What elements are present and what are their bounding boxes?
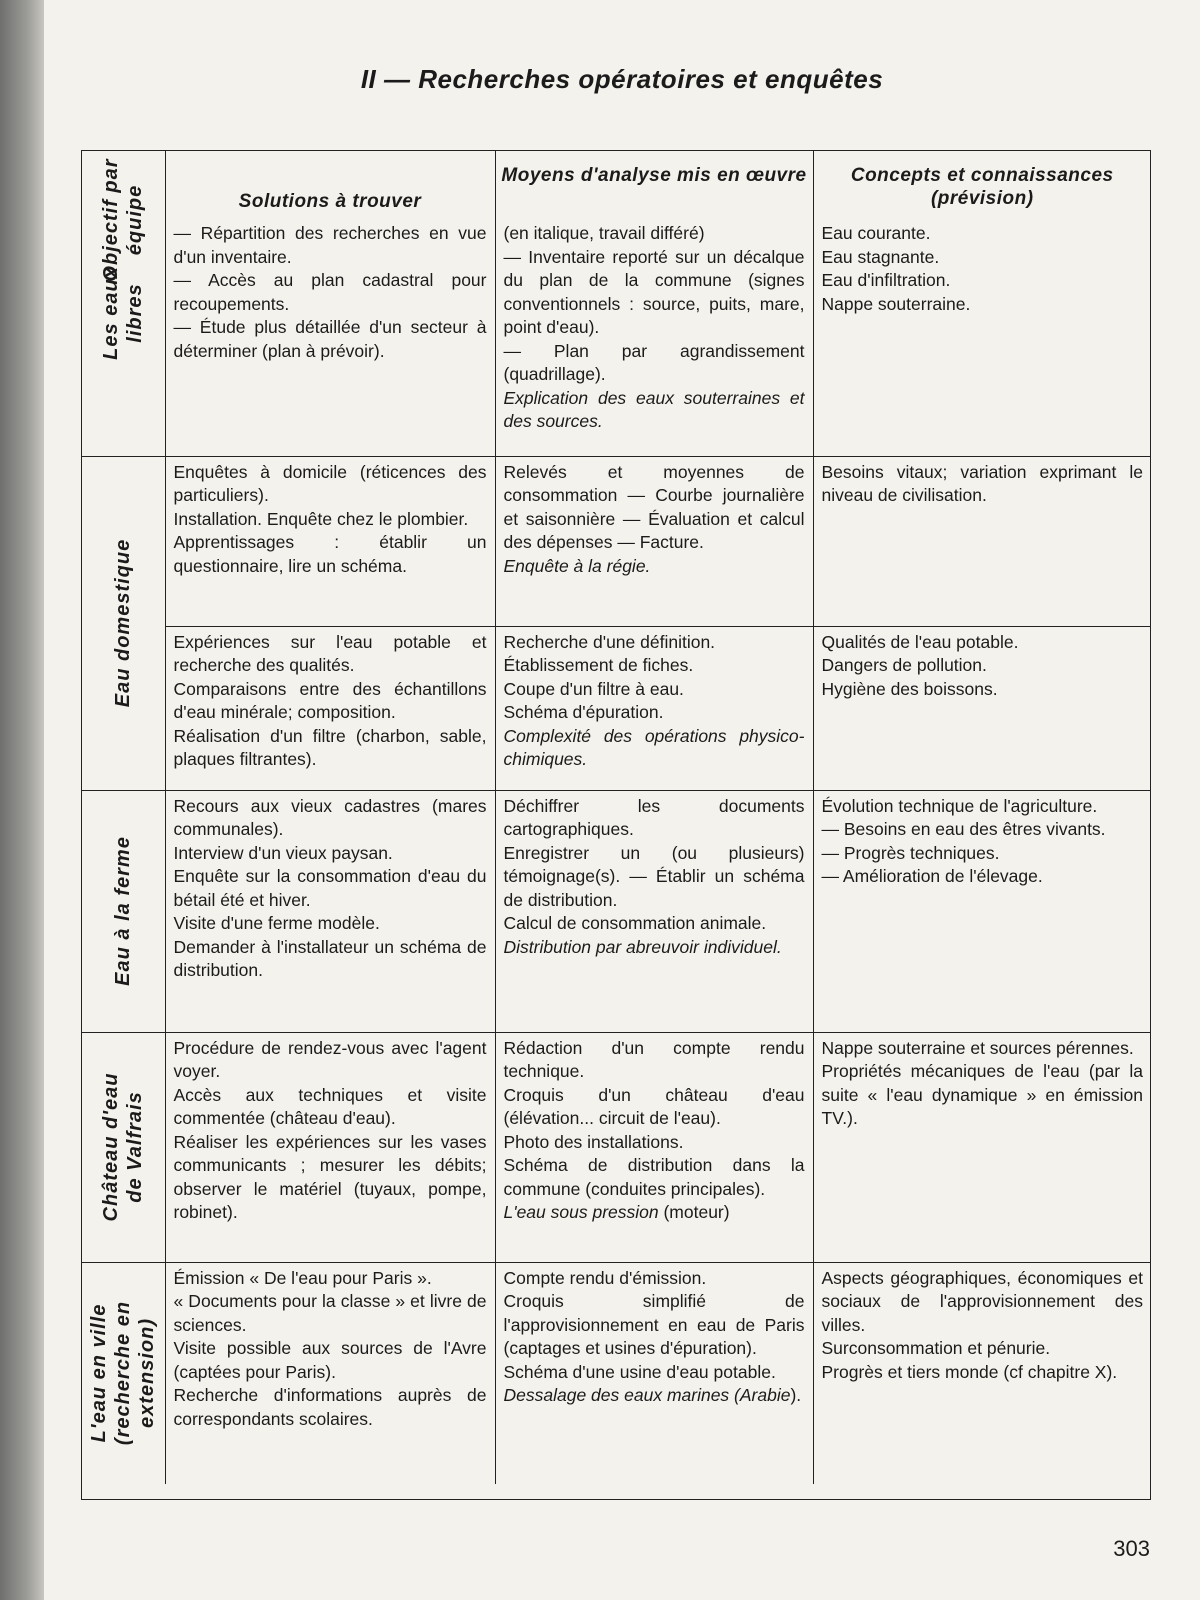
cell-line — [822, 1361, 1144, 1385]
cell-text: — Inventaire reporté sur un décalque du plan de la commune (signes conventionnels : source, puits, mare, point d'eau). — [503, 246, 805, 337]
cell-text: Hygiène des boissons. — [821, 678, 998, 699]
cell-line — [174, 725, 487, 772]
solutions-cell — [165, 218, 495, 456]
moyens-cell — [495, 1032, 813, 1262]
cell-text: Demander à l'installateur un schéma de distribution. — [173, 936, 487, 980]
cell-text: Schéma d'épuration. — [503, 702, 664, 722]
table-header-row — [81, 150, 1151, 218]
cell-line — [174, 842, 487, 866]
cell-line — [504, 1361, 805, 1385]
solutions-content — [166, 1033, 495, 1231]
cell-line — [504, 701, 805, 725]
row-label: Eau à la ferme — [111, 836, 134, 986]
cell-text: Eau d'infiltration. — [821, 270, 951, 290]
cell-text: Expériences sur l'eau potable et recherche des qualités. — [173, 631, 487, 675]
moyens-content — [496, 1033, 813, 1231]
research-table — [81, 150, 1151, 1484]
cell-text: Enregistrer un (ou plusieurs) témoignage(s). — Établir un schéma de distribution. — [503, 842, 805, 910]
cell-text: Compte rendu d'émission. — [503, 1267, 707, 1288]
cell-text: « Documents pour la classe » et livre de sciences. — [173, 1291, 487, 1335]
cell-line — [504, 340, 805, 387]
table-row — [81, 1262, 1151, 1484]
row-label-cell — [81, 1262, 165, 1484]
concepts-content — [814, 1263, 1152, 1391]
cell-line — [504, 1384, 805, 1408]
cell-line — [504, 387, 805, 434]
cell-line — [174, 1267, 487, 1291]
cell-line — [174, 508, 487, 532]
moyens-content — [496, 791, 813, 966]
cell-text: Eau stagnante. — [821, 246, 940, 267]
moyens-content — [496, 457, 813, 585]
cell-line — [822, 654, 1144, 678]
cell-line — [822, 842, 1144, 866]
cell-line — [174, 678, 487, 725]
cell-text: Schéma d'une usine d'eau potable. — [503, 1361, 776, 1382]
solutions-cell — [165, 1032, 495, 1262]
row-label: L'eau en ville (recherche en extension) — [87, 1301, 158, 1446]
cell-line — [504, 1154, 805, 1201]
cell-text: — Progrès techniques. — [821, 842, 1000, 863]
row-label: Les eaux libres — [99, 266, 146, 360]
solutions-content — [166, 457, 495, 585]
cell-line — [504, 1290, 805, 1361]
header-solutions: Solutions à trouver — [165, 150, 495, 218]
cell-line — [504, 842, 805, 913]
cell-line — [822, 1337, 1144, 1361]
cell-line — [504, 654, 805, 678]
cell-line — [174, 1384, 487, 1431]
cell-text: Évolution technique de l'agriculture. — [821, 795, 1098, 816]
cell-line — [822, 795, 1144, 819]
cell-line — [174, 1290, 487, 1337]
cell-text: Réaliser les expériences sur les vases communicants ; mesurer les débits; observer le matériel (tuyaux, pompe, robinet). — [173, 1131, 487, 1222]
cell-line — [174, 912, 487, 936]
cell-line — [822, 269, 1144, 293]
moyens-cell — [495, 626, 813, 790]
moyens-content — [496, 218, 813, 440]
concepts-content — [814, 218, 1152, 322]
cell-line — [822, 293, 1144, 317]
cell-line — [504, 725, 805, 772]
cell-text: Recherche d'une définition. — [503, 631, 716, 652]
cell-text: Recours aux vieux cadastres (mares communales). — [173, 795, 487, 839]
cell-text: Procédure de rendez-vous avec l'agent voyer. — [173, 1037, 487, 1081]
solutions-content — [166, 218, 495, 369]
cell-line — [504, 936, 805, 960]
solutions-content — [166, 791, 495, 989]
concepts-content — [814, 791, 1152, 895]
row-label: Château d'eau de Valfrais — [99, 1072, 146, 1222]
cell-text: Enquête sur la consommation d'eau du bétail été et hiver. — [173, 866, 487, 910]
cell-line — [822, 818, 1144, 842]
concepts-cell — [813, 790, 1151, 1032]
concepts-cell — [813, 1032, 1151, 1262]
solutions-content — [166, 1263, 495, 1438]
cell-text: Visite d'une ferme modèle. — [173, 913, 380, 933]
cell-line — [504, 1037, 805, 1084]
cell-text-mid: Arabie — [739, 1385, 791, 1405]
cell-text: Schéma de distribution dans la commune (conduites principales). — [503, 1155, 805, 1199]
cell-text: Établissement de fiches. — [503, 655, 694, 675]
cell-text: Apprentissages : établir un questionnaire, lire un schéma. — [173, 532, 487, 576]
cell-line — [174, 1084, 487, 1131]
cell-text: Comparaisons entre des échantillons d'eau minérale; composition. — [173, 678, 487, 722]
cell-line — [822, 678, 1144, 702]
header-objectif-label: Objectif par équipe — [99, 158, 146, 282]
cell-line — [504, 461, 805, 555]
cell-text: Accès aux techniques et visite commentée (château d'eau). — [173, 1084, 487, 1128]
table-row — [81, 218, 1151, 456]
cell-text: Complexité des opérations physico-chimiques. — [503, 725, 805, 769]
cell-text: Interview d'un vieux paysan. — [173, 842, 393, 863]
cell-text: Qualités de l'eau potable. — [821, 631, 1019, 652]
cell-line — [174, 222, 487, 269]
moyens-content — [496, 1263, 813, 1414]
concepts-cell — [813, 218, 1151, 456]
concepts-content — [814, 457, 1152, 514]
table-row — [81, 626, 1151, 790]
concepts-cell — [813, 626, 1151, 790]
cell-text: Installation. Enquête chez le plombier. — [173, 508, 469, 529]
cell-line — [504, 1201, 805, 1225]
cell-line — [174, 461, 487, 508]
cell-text: Surconsommation et pénurie. — [821, 1338, 1051, 1358]
cell-text: Recherche d'informations auprès de correspondants scolaires. — [173, 1385, 487, 1429]
moyens-cell — [495, 218, 813, 456]
cell-text: Croquis simplifié de l'approvisionnement en eau de Paris (captages et usines d'épuration). — [503, 1291, 805, 1358]
row-label-cell — [81, 456, 165, 790]
cell-line — [504, 555, 805, 579]
cell-text: Déchiffrer les documents cartographiques. — [503, 795, 805, 839]
cell-line — [504, 222, 805, 246]
cell-text-after: ). — [790, 1385, 802, 1405]
header-moyens: Moyens d'analyse mis en œuvre — [495, 150, 813, 218]
page — [44, 0, 1200, 1600]
concepts-cell — [813, 1262, 1151, 1484]
cell-line — [174, 531, 487, 578]
solutions-content — [166, 627, 495, 778]
cell-line — [174, 1337, 487, 1384]
cell-line — [822, 865, 1144, 889]
header-objectif — [81, 150, 165, 282]
row-label-cell — [81, 218, 165, 456]
cell-line — [504, 678, 805, 702]
cell-line — [822, 631, 1144, 655]
table-row — [81, 1032, 1151, 1262]
row-label: Eau domestique — [111, 538, 134, 708]
cell-text: Enquêtes à domicile (réticences des particuliers). — [173, 461, 487, 505]
cell-line — [174, 795, 487, 842]
moyens-cell — [495, 456, 813, 626]
cell-text: Dessalage des eaux marines ( — [503, 1385, 740, 1405]
cell-line — [822, 222, 1144, 246]
moyens-cell — [495, 1262, 813, 1484]
cell-line — [174, 269, 487, 316]
cell-text: Enquête à la régie. — [503, 555, 651, 576]
cell-line — [822, 1267, 1144, 1338]
cell-text: Explication des eaux souterraines et des sources. — [503, 387, 805, 431]
cell-text: Besoins vitaux; variation exprimant le niveau de civilisation. — [821, 461, 1143, 505]
cell-line — [504, 1084, 805, 1131]
cell-text: — Besoins en eau des êtres vivants. — [821, 819, 1106, 839]
table-row — [81, 790, 1151, 1032]
page-number: 303 — [1113, 1536, 1150, 1561]
cell-text: — Amélioration de l'élevage. — [821, 866, 1043, 886]
cell-text: Progrès et tiers monde (cf chapitre X). — [821, 1361, 1118, 1382]
cell-line — [504, 1131, 805, 1155]
moyens-cell — [495, 790, 813, 1032]
page-title: II — Recherches opératoires et enquêtes — [360, 64, 884, 94]
cell-line — [174, 936, 487, 983]
cell-line — [174, 1131, 487, 1225]
cell-line — [174, 631, 487, 678]
cell-line — [174, 316, 487, 363]
cell-text: — Accès au plan cadastral pour recoupements. — [173, 270, 487, 314]
cell-line — [174, 865, 487, 912]
cell-text: Photo des installations. — [503, 1131, 684, 1152]
moyens-content — [496, 627, 813, 778]
cell-line — [822, 246, 1144, 270]
cell-line — [504, 631, 805, 655]
solutions-cell — [165, 1262, 495, 1484]
row-label-cell — [81, 1032, 165, 1262]
cell-text: Propriétés mécaniques de l'eau (par la suite « l'eau dynamique » en émission TV.). — [821, 1061, 1143, 1128]
cell-line — [822, 1060, 1144, 1131]
cell-line — [504, 912, 805, 936]
cell-line — [174, 1037, 487, 1084]
concepts-content — [814, 1033, 1152, 1137]
table-row — [81, 456, 1151, 626]
cell-line — [822, 461, 1144, 508]
cell-text: Visite possible aux sources de l'Avre (captées pour Paris). — [173, 1338, 487, 1382]
solutions-cell — [165, 790, 495, 1032]
cell-text: — Répartition des recherches en vue d'un inventaire. — [173, 223, 487, 267]
cell-text: Coupe d'un filtre à eau. — [503, 678, 684, 699]
book-spine-shadow — [0, 0, 44, 1600]
cell-text: — Étude plus détaillée d'un secteur à déterminer (plan à prévoir). — [173, 317, 487, 361]
cell-text: Croquis d'un château d'eau (élévation... circuit de l'eau). — [503, 1084, 805, 1128]
cell-text: Dangers de pollution. — [821, 655, 987, 675]
row-label-cell — [81, 790, 165, 1032]
concepts-cell — [813, 456, 1151, 626]
header-concepts: Concepts et connaissances (prévision) — [850, 165, 1114, 209]
solutions-cell — [165, 626, 495, 790]
cell-text: Nappe souterraine et sources pérennes. — [821, 1037, 1134, 1058]
cell-text: L'eau sous pression — [503, 1202, 659, 1222]
cell-line — [822, 1037, 1144, 1061]
cell-line — [504, 795, 805, 842]
cell-line — [504, 246, 805, 340]
concepts-content — [814, 627, 1152, 708]
cell-text: Distribution par abreuvoir individuel. — [503, 936, 782, 957]
cell-text: Eau courante. — [821, 223, 931, 243]
cell-text: (en italique, travail différé) — [503, 223, 705, 243]
cell-text: — Plan par agrandissement (quadrillage). — [503, 340, 805, 384]
cell-text: Aspects géographiques, économiques et sociaux de l'approvisionnement des villes. — [821, 1267, 1143, 1335]
cell-text: Relevés et moyennes de consommation — Courbe journalière et saisonnière — Évaluation et calcul des dépenses — Facture. — [503, 461, 805, 552]
cell-text: Rédaction d'un compte rendu technique. — [503, 1037, 805, 1081]
cell-line — [504, 1267, 805, 1291]
solutions-cell — [165, 456, 495, 626]
cell-text: Réalisation d'un filtre (charbon, sable, plaques filtrantes). — [173, 725, 487, 769]
cell-text: Nappe souterraine. — [821, 293, 971, 314]
cell-text: Calcul de consommation animale. — [503, 913, 767, 933]
cell-text: Émission « De l'eau pour Paris ». — [173, 1267, 432, 1288]
cell-text-after: (moteur) — [658, 1202, 730, 1222]
